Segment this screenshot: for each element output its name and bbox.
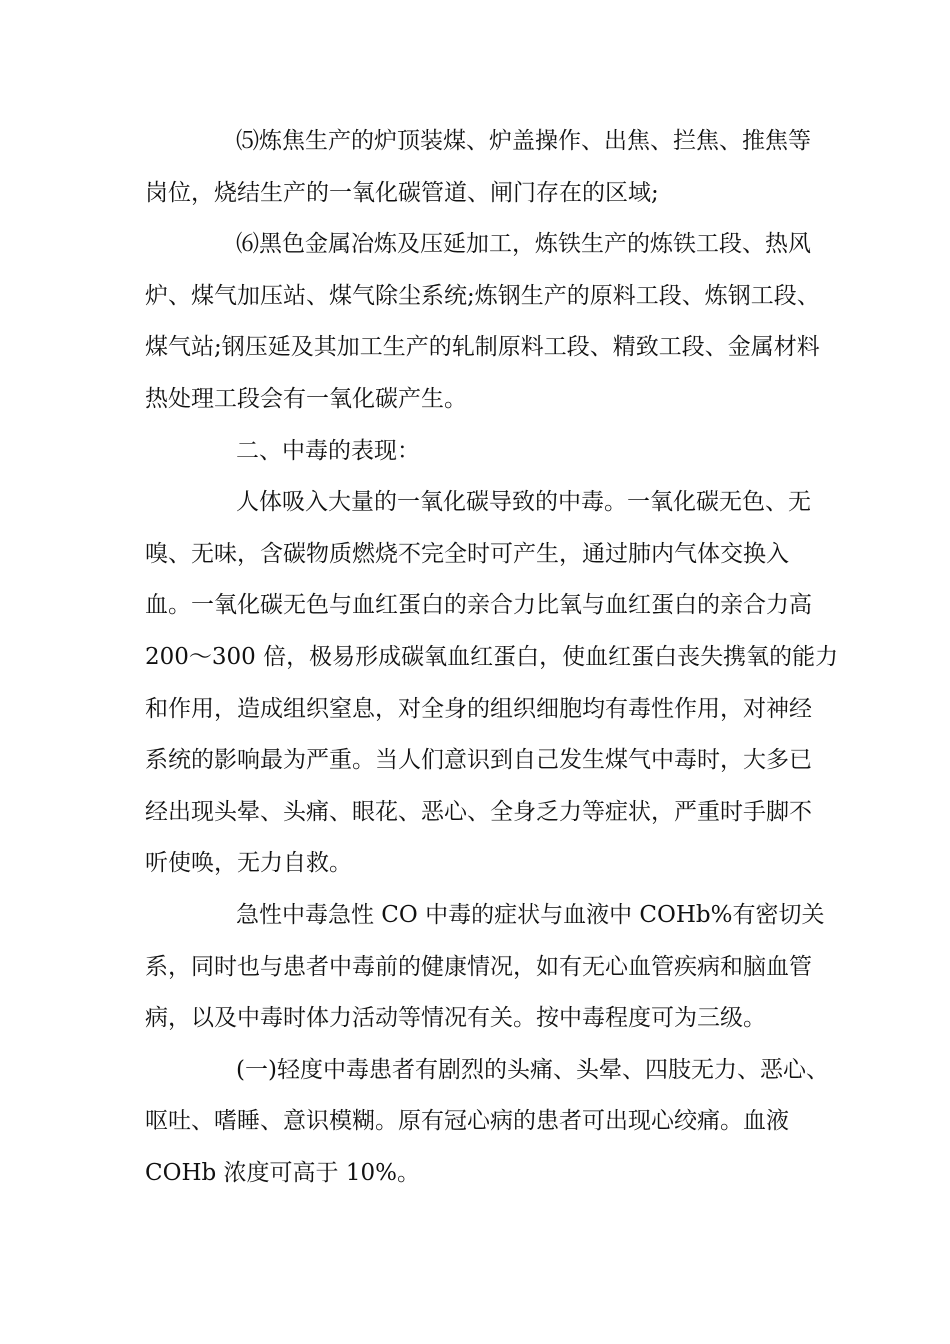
text-line: 炉、煤气加压站、煤气除尘系统;炼钢生产的原料工段、炼钢工段、 (145, 282, 820, 309)
text-line: 系统的影响最为严重。当人们意识到自己发生煤气中毒时，大多已 (145, 747, 812, 774)
section-heading: 二、中毒的表现： (236, 437, 420, 464)
text-line: 嗅、无味，含碳物质燃烧不完全时可产生，通过肺内气体交换入 (145, 540, 789, 567)
text-line: 听使唤，无力自救。 (145, 850, 352, 877)
text-line: 煤气站;钢压延及其加工生产的轧制原料工段、精致工段、金属材料 (145, 334, 820, 361)
text-line: COHb 浓度可高于 10%。 (145, 1159, 420, 1186)
section-heading-symptoms (145, 426, 805, 478)
paragraph-6 (145, 219, 820, 425)
text-line: 和作用，造成组织窒息，对全身的组织细胞均有毒性作用，对神经 (145, 695, 812, 722)
paragraph-acute (145, 890, 825, 1045)
text-line: 系，同时也与患者中毒前的健康情况，如有无心血管疾病和脑血管 (145, 953, 812, 980)
paragraph-5 (145, 116, 811, 219)
text-line: ⑸炼焦生产的炉顶装煤、炉盖操作、出焦、拦焦、推焦等 (236, 128, 811, 154)
text-line: 200～300 倍，极易形成碳氧血红蛋白，使血红蛋白丧失携氧的能力 (145, 643, 839, 670)
text-line: 热处理工段会有一氧化碳产生。 (145, 385, 467, 412)
text-line: 呕吐、嗜睡、意识模糊。原有冠心病的患者可出现心绞痛。血液 (145, 1108, 789, 1135)
text-line: 病，以及中毒时体力活动等情况有关。按中毒程度可为三级。 (145, 1005, 766, 1032)
paragraph-mild (145, 1045, 829, 1200)
text-line: 人体吸入大量的一氧化碳导致的中毒。一氧化碳无色、无 (236, 489, 811, 516)
text-line: 血。一氧化碳无色与血红蛋白的亲合力比氧与血红蛋白的亲合力高 (145, 592, 812, 619)
text-line: 经出现头晕、头痛、眼花、恶心、全身乏力等症状，严重时手脚不 (145, 798, 812, 825)
text-line: ⑹黑色金属冶炼及压延加工，炼铁生产的炼铁工段、热风 (236, 231, 811, 258)
text-line: 岗位，烧结生产的一氧化碳管道、闸门存在的区域; (145, 179, 659, 206)
text-line: (一)轻度中毒患者有剧烈的头痛、头晕、四肢无力、恶心、 (236, 1056, 829, 1083)
text-line: 急性中毒急性 CO 中毒的症状与血液中 COHb%有密切关 (236, 901, 825, 928)
document-page (145, 116, 839, 1199)
paragraph-intro (145, 477, 839, 890)
